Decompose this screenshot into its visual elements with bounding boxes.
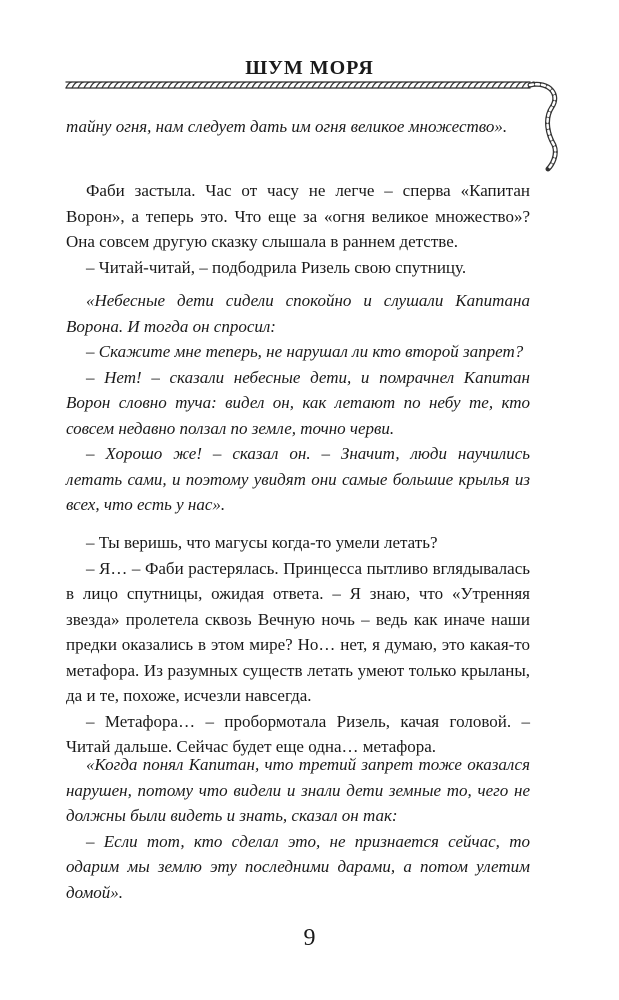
rope-strand xyxy=(120,82,126,88)
rope-strand xyxy=(180,82,186,88)
rope-strand xyxy=(342,82,348,88)
rope-strand xyxy=(330,82,336,88)
rope-strand xyxy=(468,82,474,88)
rope-strand xyxy=(186,82,192,88)
rope-strand xyxy=(306,82,312,88)
paragraph: – Если тот, кто сделал это, не признается сейчас, то одарим мы землю эту последними дарами, а потом улетим домой». xyxy=(66,831,530,902)
rope-strand xyxy=(354,82,360,88)
rope-strand xyxy=(480,82,486,88)
rope-strand xyxy=(192,82,198,88)
rope-strand xyxy=(498,82,504,88)
paragraph: – Метафора… – пробормотала Ризель, качая головой. – Читай дальше. Сейчас будет еще одна… метафора. xyxy=(66,711,530,756)
rope-strand xyxy=(414,82,420,88)
rope-strand xyxy=(246,82,252,88)
rope-strand xyxy=(216,82,222,88)
rope-strand xyxy=(402,82,408,88)
rope-strand xyxy=(450,82,456,88)
rope-strand xyxy=(396,82,402,88)
rope-strand xyxy=(174,82,180,88)
rope-strand xyxy=(300,82,306,88)
page-number: 9 xyxy=(303,925,316,951)
rope-strand xyxy=(378,82,384,88)
rope-strand xyxy=(348,82,354,88)
rope-strand xyxy=(90,82,96,88)
rope-strand xyxy=(360,82,366,88)
paragraph: «Когда понял Капитан, что третий запрет тоже оказался нарушен, потому что видели и знали дети земные то, чего не должны были видеть и знать, сказал он так: xyxy=(66,755,530,825)
rope-strand xyxy=(318,82,324,88)
rope-strand xyxy=(366,82,372,88)
paragraph: – Я… – Фаби растерялась. Принцесса пытливо вглядывалась в лицо спутницы, ожидая ответа. – Я знаю, что «Утренняя звезда» пролетела сквозь Вечную ночь – ведь как иначе наши предки оказались в этом мире? Но… нет, я думаю, это какая-то метафора. Из разумных существ летать умеют только крыланы, да и те, похоже, исчезли навсегда. xyxy=(66,558,530,705)
rope-strand xyxy=(72,82,78,88)
rope-strand xyxy=(96,82,102,88)
rope-loop xyxy=(530,84,555,169)
text-block-second xyxy=(66,178,530,280)
paragraph: – Нет! – сказали небесные дети, и помрачнел Капитан Ворон словно туча: видел он, как летают по небу те, кто совсем недавно ползал по земле, точно черви. xyxy=(66,367,530,438)
rope-strand xyxy=(336,82,342,88)
rope-strand xyxy=(372,82,378,88)
rope-strand xyxy=(126,82,132,88)
paragraph: «Небесные дети сидели спокойно и слушали Капитана Ворона. И тогда он спросил: xyxy=(66,291,530,336)
rope-strand xyxy=(102,82,108,88)
rope-strand xyxy=(168,82,174,88)
rope-strand xyxy=(456,82,462,88)
rope-strand xyxy=(516,82,522,88)
rope-strand xyxy=(252,82,258,88)
rope-strand xyxy=(78,82,84,88)
rope-strand xyxy=(138,82,144,88)
paragraph: – Ты веришь, что магусы когда-то умели летать? xyxy=(86,533,438,552)
rope-strand xyxy=(432,82,438,88)
rope-strand xyxy=(438,82,444,88)
rope-strand xyxy=(282,82,288,88)
paragraph: тайну огня, нам следует дать им огня великое множество». xyxy=(66,117,508,136)
rope-strand xyxy=(234,82,240,88)
rope-strand xyxy=(474,82,480,88)
text-block-tale-2 xyxy=(66,752,530,905)
rope-strand xyxy=(312,82,318,88)
rope-strand xyxy=(492,82,498,88)
rope-strand xyxy=(240,82,246,88)
rope-strand xyxy=(258,82,264,88)
rope-strand xyxy=(108,82,114,88)
rope-strand xyxy=(84,82,90,88)
rope-strand xyxy=(156,82,162,88)
rope-strand xyxy=(132,82,138,88)
paragraph: – Хорошо же! – сказал он. – Значит, люди научились летать сами, и поэтому увидят они самые большие крылья из всех, что есть у нас». xyxy=(66,444,530,514)
rope-strand xyxy=(222,82,228,88)
rope-strand xyxy=(276,82,282,88)
rope-loop-highlight xyxy=(530,84,555,169)
rope-strand xyxy=(198,82,204,88)
rope-strand xyxy=(486,82,492,88)
rope-strand xyxy=(144,82,150,88)
paragraph: Фаби застыла. Час от часу не легче – сперва «Капитан Ворон», а теперь это. Что еще за «огня великое множество»? Она совсем другую сказку слышала в раннем детстве. xyxy=(66,181,530,251)
text-block-dialogue xyxy=(66,530,530,760)
rope-strand xyxy=(390,82,396,88)
rope-strand xyxy=(264,82,270,88)
rope-strand xyxy=(66,82,72,88)
rope-strand xyxy=(444,82,450,88)
rope-strand xyxy=(210,82,216,88)
paragraph: – Читай-читай, – подбодрила Ризель свою спутницу. xyxy=(86,257,467,277)
rope-strand xyxy=(384,82,390,88)
rope-strand xyxy=(204,82,210,88)
rope-strand xyxy=(150,82,156,88)
rope-strand xyxy=(114,82,120,88)
text-block-tale-1 xyxy=(66,288,530,518)
paragraph: – Скажите мне теперь, не нарушал ли кто второй запрет? xyxy=(86,342,524,361)
rope-strand xyxy=(162,82,168,88)
rope-strand xyxy=(294,82,300,88)
running-title: ШУМ МОРЯ xyxy=(245,57,374,79)
rope-strand xyxy=(522,82,528,88)
rope-strand xyxy=(420,82,426,88)
rope-strand xyxy=(324,82,330,88)
rope-strand xyxy=(270,82,276,88)
text-block-top xyxy=(66,114,530,140)
rope-strand xyxy=(288,82,294,88)
rope-strand xyxy=(426,82,432,88)
rope-strand xyxy=(408,82,414,88)
rope-strand xyxy=(510,82,516,88)
rope-strand xyxy=(504,82,510,88)
rope-strand xyxy=(228,82,234,88)
rope-strand xyxy=(462,82,468,88)
